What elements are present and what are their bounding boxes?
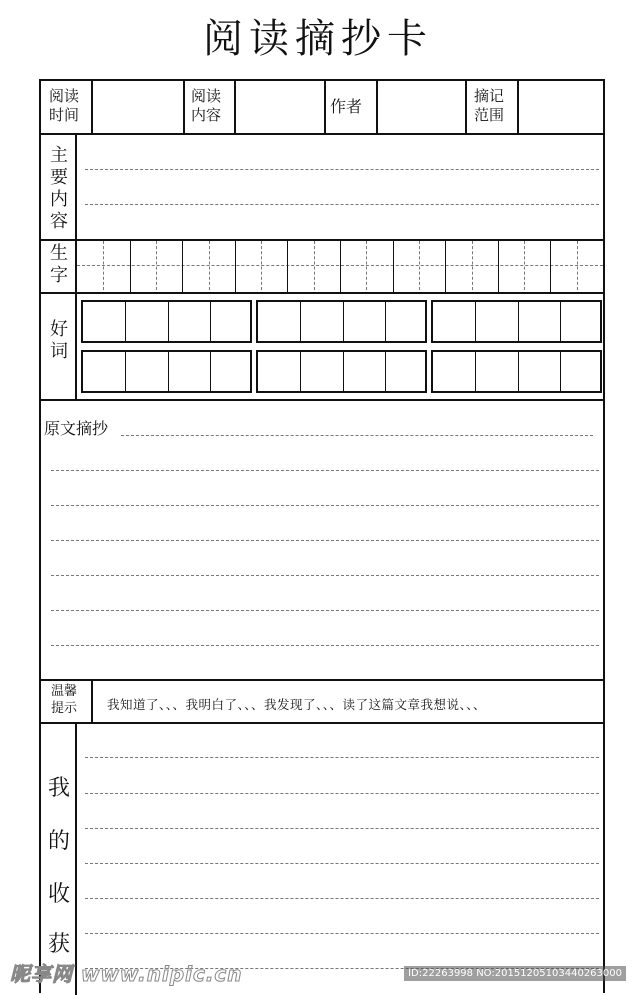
author-label: 作者 xyxy=(330,97,363,116)
word-box xyxy=(431,300,602,343)
watermark-id: ID:22263998 NO:20151205103440263000 xyxy=(404,966,626,981)
char-cell-divider xyxy=(393,239,394,292)
word-cell-divider xyxy=(168,302,169,341)
tips-text: 我知道了、、、我明白了、、、我发现了、、、读了这篇文章我想说、、、 xyxy=(107,697,487,712)
word-cell-divider xyxy=(518,302,519,341)
word-cell-divider xyxy=(343,302,344,341)
word-cell-divider xyxy=(125,302,126,341)
new-chars-label: 生 字 xyxy=(50,243,68,286)
harvest-line xyxy=(85,828,599,829)
word-cell-divider xyxy=(300,352,301,391)
char-cell-divider xyxy=(550,239,551,292)
word-box xyxy=(256,300,427,343)
word-cell-divider xyxy=(560,352,561,391)
harvest-char-1: 我 xyxy=(47,776,70,801)
char-cell-divider xyxy=(235,239,236,292)
word-cell-divider xyxy=(560,302,561,341)
excerpt-range-label: 摘记 范围 xyxy=(474,87,505,124)
excerpt-line xyxy=(51,610,599,611)
char-cell-guide xyxy=(577,241,578,290)
word-cell-divider xyxy=(343,352,344,391)
char-cell-guide xyxy=(314,241,315,290)
header-divider xyxy=(41,133,603,135)
word-cell-divider xyxy=(385,302,386,341)
reading-time-label: 阅读 时间 xyxy=(49,87,80,124)
harvest-line xyxy=(85,933,599,934)
good-words-label: 好 词 xyxy=(50,319,68,362)
word-cell-divider xyxy=(210,352,211,391)
excerpt-line xyxy=(51,645,599,646)
char-cell-divider xyxy=(498,239,499,292)
char-cell-guide xyxy=(156,241,157,290)
watermark-site: 昵享网 www.nipic.cn xyxy=(10,962,243,986)
word-box xyxy=(431,350,602,393)
page-title: 阅读摘抄卡 xyxy=(203,16,433,62)
main-content-label: 主 要 内 容 xyxy=(50,145,68,232)
harvest-line xyxy=(85,793,599,794)
char-cell-guide xyxy=(419,241,420,290)
char-cell-guide xyxy=(103,241,104,290)
word-box xyxy=(81,350,252,393)
harvest-line xyxy=(85,863,599,864)
char-cell-divider xyxy=(340,239,341,292)
harvest-char-4: 获 xyxy=(47,932,70,957)
word-cell-divider xyxy=(300,302,301,341)
char-cell-divider xyxy=(445,239,446,292)
original-excerpt-label: 原文摘抄 xyxy=(44,419,109,438)
word-cell-divider xyxy=(125,352,126,391)
word-cell-divider xyxy=(168,352,169,391)
word-cell-divider xyxy=(518,352,519,391)
char-cell-guide xyxy=(472,241,473,290)
tips-label: 温馨 提示 xyxy=(51,684,78,716)
harvest-char-3: 收 xyxy=(47,882,70,907)
harvest-line xyxy=(85,898,599,899)
harvest-char-2: 的 xyxy=(47,829,70,854)
excerpt-line xyxy=(51,505,599,506)
reading-content-label: 阅读 内容 xyxy=(191,87,222,124)
excerpt-line xyxy=(51,470,599,471)
char-cell-divider xyxy=(287,239,288,292)
char-cell-guide xyxy=(366,241,367,290)
char-cell-guide xyxy=(261,241,262,290)
char-cell-divider xyxy=(182,239,183,292)
char-cell-guide xyxy=(524,241,525,290)
word-cell-divider xyxy=(475,302,476,341)
excerpt-card xyxy=(39,79,605,993)
word-box xyxy=(256,350,427,393)
harvest-line xyxy=(85,757,599,758)
char-cell-divider xyxy=(130,239,131,292)
word-cell-divider xyxy=(210,302,211,341)
word-box xyxy=(81,300,252,343)
excerpt-line xyxy=(51,575,599,576)
char-cell-guide xyxy=(209,241,210,290)
excerpt-line xyxy=(51,540,599,541)
word-cell-divider xyxy=(385,352,386,391)
word-cell-divider xyxy=(475,352,476,391)
